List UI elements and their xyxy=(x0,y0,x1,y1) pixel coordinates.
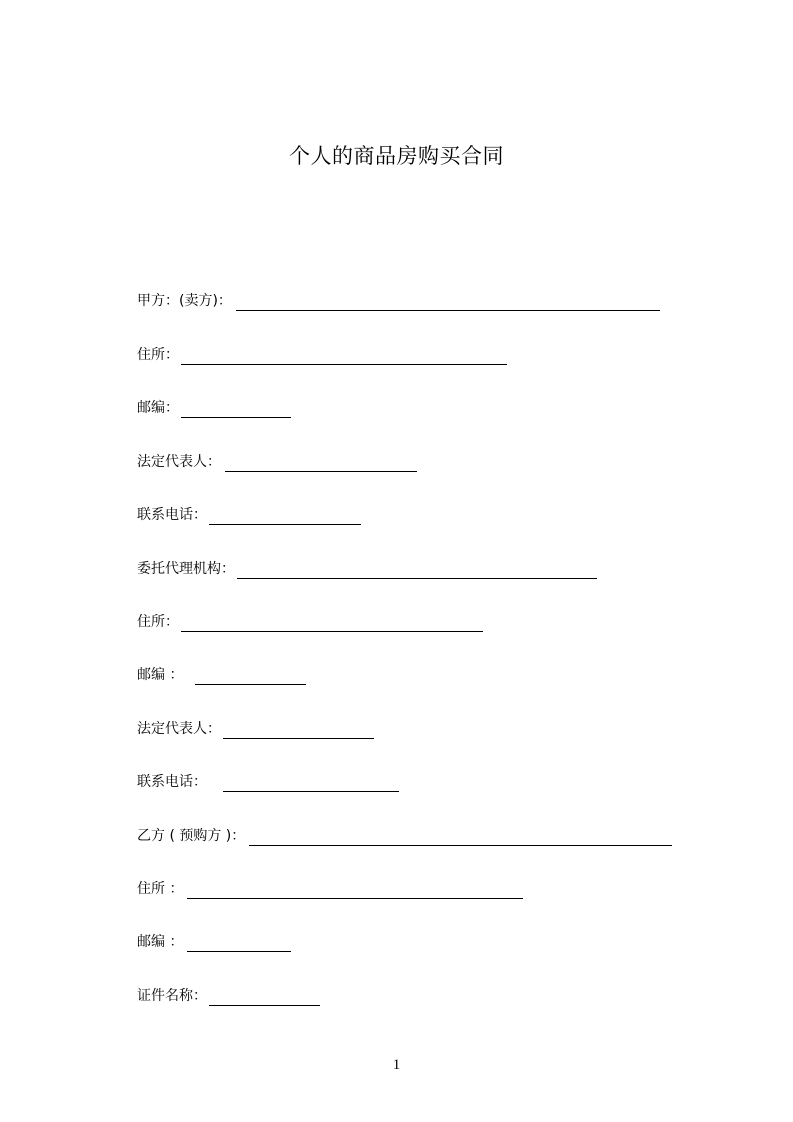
fill-in-line xyxy=(209,510,361,525)
fill-in-line xyxy=(236,296,660,311)
field-label: 法定代表人： xyxy=(137,454,221,470)
buyer-name-field xyxy=(137,824,672,846)
fill-in-line xyxy=(225,457,417,472)
fill-in-line xyxy=(181,350,507,365)
fill-in-line xyxy=(181,403,291,418)
seller-legal-rep-field xyxy=(137,450,417,472)
field-label: 邮编： xyxy=(137,400,179,416)
field-label: 邮编 ： xyxy=(137,667,184,683)
field-label: 住所： xyxy=(137,347,179,363)
fill-in-line xyxy=(249,831,672,846)
seller-address-field xyxy=(137,343,507,365)
buyer-address-field xyxy=(137,877,523,899)
seller-name-field xyxy=(137,289,660,311)
fill-in-line xyxy=(223,724,374,739)
agency-address-field xyxy=(137,610,483,632)
page-number: 1 xyxy=(392,1057,401,1073)
fill-in-line xyxy=(209,991,320,1006)
field-label: 住所： xyxy=(137,614,179,630)
seller-phone-field xyxy=(137,503,361,525)
buyer-id-type-field xyxy=(137,984,320,1006)
field-label: 住所 ： xyxy=(137,881,184,897)
field-label: 乙方 ( 预购方 )： xyxy=(137,828,246,844)
fill-in-line xyxy=(223,777,399,792)
field-label: 甲方：(卖方)： xyxy=(137,293,232,309)
fill-in-line xyxy=(237,564,597,579)
agency-phone-field xyxy=(137,770,399,792)
field-label: 证件名称： xyxy=(137,988,207,1004)
buyer-postcode-field xyxy=(137,930,291,952)
fill-in-line xyxy=(181,617,483,632)
agency-postcode-field xyxy=(137,663,306,685)
fill-in-line xyxy=(195,670,306,685)
agency-name-field xyxy=(137,557,597,579)
field-label: 邮编 ： xyxy=(137,934,184,950)
field-label: 联系电话： xyxy=(137,507,207,523)
field-label: 联系电话： xyxy=(137,774,207,790)
fill-in-line xyxy=(187,937,291,952)
field-label: 委托代理机构： xyxy=(137,561,235,577)
seller-postcode-field xyxy=(137,396,291,418)
field-label: 法定代表人： xyxy=(137,721,221,737)
agency-legal-rep-field xyxy=(137,717,374,739)
fill-in-line xyxy=(187,884,523,899)
document-title: 个人的商品房购买合同 xyxy=(289,144,504,168)
